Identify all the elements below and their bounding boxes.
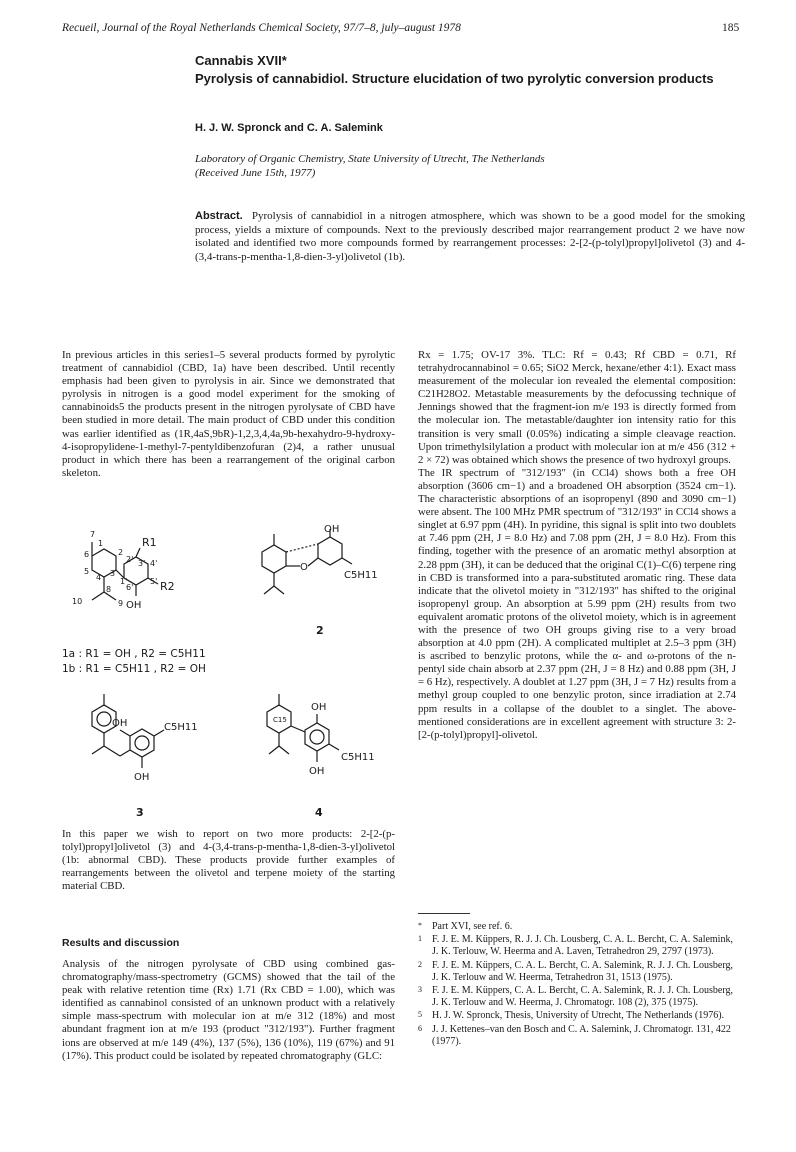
s1-label-10: 10	[72, 597, 83, 606]
s3-oh-bond	[120, 730, 130, 736]
intro-paragraph	[62, 349, 395, 480]
s1-label-3p: 3'	[138, 559, 146, 568]
s3-oh-bottom-label: OH	[134, 772, 150, 783]
products-text: In this paper we wish to report on two more products: 2-[2-(p-tolyl)propyl]olivetol (3) and 4-(3,4-trans-p-mentha-1,8-dien-3-yl)olivetol (1b: abnormal CBD). These products provide further examples of rearrangements between the olivetol and terpene moiety of the starting material CBD.	[62, 828, 395, 893]
footnote-rule	[418, 913, 470, 914]
s4-c15-label: C15	[273, 716, 287, 724]
s4-compound-number: 4	[315, 806, 323, 819]
affiliation-line: Laboratory of Organic Chemistry, State University of Utrecht, The Netherlands	[195, 153, 545, 165]
s1-label-4p: 4'	[150, 559, 158, 568]
footnote-mark: 1	[418, 934, 422, 944]
s3-oh-top-label: OH	[112, 718, 128, 729]
footnote-mark: 5	[418, 1010, 422, 1020]
legend-1a: 1a : R1 = OH , R2 = C5H11	[62, 648, 206, 660]
footnote	[418, 985, 738, 1009]
journal-header: Recueil, Journal of the Royal Netherlands Chemical Society, 97/7–8, july–august 1978	[62, 22, 461, 34]
received-date: (Received June 15th, 1977)	[195, 167, 316, 179]
s2-compound-number: 2	[316, 624, 324, 637]
s1-label-7: 7	[90, 530, 96, 539]
abstract-label: Abstract.	[195, 210, 243, 222]
footnote-text: Part XVI, see ref. 6.	[432, 921, 513, 932]
s1-oh-label: OH	[126, 600, 142, 611]
s2-o-label: O	[300, 562, 308, 573]
legend-1b: 1b : R1 = C5H11 , R2 = OH	[62, 663, 206, 675]
structure-1-legend	[62, 647, 206, 677]
s1-label-5p: 5'	[150, 577, 158, 586]
footnote-mark: 6	[418, 1023, 422, 1033]
footnote	[418, 960, 738, 984]
s2-isopropylidene-bond	[274, 586, 284, 594]
footnote	[418, 934, 738, 958]
footnote	[418, 1010, 738, 1022]
footnote-text: H. J. W. Spronck, Thesis, University of Utrecht, The Netherlands (1976).	[432, 1010, 725, 1022]
s4-pentyl-bond	[329, 744, 339, 750]
article-title: Pyrolysis of cannabidiol. Structure elucidation of two pyrolytic conversion products	[195, 71, 714, 86]
s3-compound-number: 3	[136, 806, 144, 819]
structure-2-diagram	[250, 524, 380, 644]
structure-3-diagram	[80, 692, 210, 824]
page-number: 185	[722, 22, 740, 34]
section-heading: Results and discussion	[62, 937, 180, 949]
s3-propyl-bond	[104, 746, 120, 756]
right-column	[418, 349, 736, 742]
s3-aromatic-circle	[97, 712, 111, 726]
right-paragraph-1: Rx = 1.75; OV-17 3%. TLC: Rf = 0.43; Rf CBD = 0.71, Rf tetrahydrocannabinol = 0.65; SiO2 Merck, hexane/ether 4:1). Exact mass measurement of the molecular ion revealed the elemental composition: C21H28O2. Metastable measurements by the defocussing technique of Jennings showed that the fragment-ion m/e 193 is directly formed from the molecular ion. The metastable/daughter ion intensity ratio for this transition is very small (0.05%) indicating a simple cleavage reaction. Upon trimethylsilylation a product with molecular ion at m/e 456 (312 + 2 × 72) was obtained which shows the presence of two hydroxyl groups.	[418, 349, 736, 466]
s1-label-2p: 2'	[126, 555, 134, 564]
s4-oh-top-label: OH	[311, 702, 327, 713]
s1-r2-label: R2	[160, 580, 175, 593]
s4-isopropenyl-bond	[279, 746, 289, 754]
abstract	[195, 210, 745, 264]
s4-c5h11-label: C5H11	[341, 752, 375, 763]
affiliation	[195, 152, 545, 180]
footnotes	[418, 921, 738, 1049]
s4-link-bond	[291, 726, 305, 732]
s1-label-9: 9	[118, 599, 124, 608]
s1-label-1: 1	[98, 539, 104, 548]
footnote-text: F. J. E. M. Küppers, C. A. L. Bercht, C. A. Salemink, R. J. J. Ch. Lousberg, J. K. Terlouw and W. Heerma, Tetrahedron 31, 1513 (1975).	[432, 959, 733, 983]
intro-text: In previous articles in this series1–5 several products formed by pyrolytic treatment of cannabidiol (CBD, 1a) have been described. Until recently emphasis had been given to pyrolysis in air. Since we demonstrated that pyrolysis in nitrogen is a good model experiment for the smoking of cannabinoids5 the products present in the nitrogen pyrolysate of CBD have been studied in more detail. The main product of CBD under this condition was earlier identified as (1R,4aS,9bR)-1,2,3,4,4a,9b-hexahydro-9-hydroxy-4-isopropylidene-1-methyl-7-pentyldibenzofuran (2)4, a rather unusual product in which there has been a rearrangement of the original carbon skeleton.	[62, 349, 395, 479]
products-paragraph	[62, 828, 395, 893]
footnote-text: F. J. E. M. Küppers, C. A. L. Bercht, C. A. Salemink, R. J. J. Ch. Lousberg, J. K. Terlouw and W. Heerma, J. Chromatogr. 108 (2), 375 (1975).	[432, 985, 733, 1009]
s1-label-1p: 1'	[120, 577, 128, 586]
s1-r1-label: R1	[142, 536, 157, 549]
s2-furan-bond	[308, 558, 318, 566]
s4-isopropenyl-bond	[269, 746, 279, 754]
s1-label-6p: 6'	[126, 583, 134, 592]
s2-oh-label: OH	[324, 524, 340, 535]
s3-propyl-bond	[92, 746, 104, 754]
footnote-mark: *	[418, 921, 422, 930]
s1-r1-bond	[136, 548, 140, 557]
footnote-text: F. J. E. M. Küppers, R. J. J. Ch. Lousberg, C. A. L. Bercht, C. A. Salemink, J. K. Terlouw, W. Heerma and A. Laven, Tetrahedron 29, 2797 (1973).	[432, 934, 733, 958]
s3-olivetol-ring	[130, 729, 154, 757]
right-paragraph-2: The IR spectrum of "312/193" (in CCl4) shows both a free OH absorption (3606 cm−1) and a broadened OH absorption (3524 cm−1). The characteristic absorptions of an isopropenyl (890 and 3090 cm−1) were absent. The 100 MHz PMR spectrum of "312/193" in CCl4 shows a singlet at 6.97 ppm (4H). In pyridine, this signal is split into two doublets at 7.46 ppm (2H, J = 8.0 Hz) and 7.08 ppm (2H, J = 8.0 Hz). From this finding, together with the presence of an aromatic methyl absorption at 2.28 ppm (3H), it can be deduced that the original C(1)–C(6) terpene ring in CBD is transformed into a para-substituted aromatic ring. These data indicate that the olivetol moiety in "312/193" has shifted to the original isopropenyl group. An absorption at 5.99 ppm (2H) results from two equivalent aromatic protons of the olivetol moiety, which is in agreement with the presence of two OH groups giving rise to a very broad absorption at 4.0 ppm (2H). A complicated multiplet at 2.5–3 ppm (3H) is ascribed to benzylic protons, while the α- and ω-protons of the n-pentyl side chain absorb at 2.37 ppm (2H, J = 8 Hz) and 0.88 ppm (3H, J = 6 Hz), respectively. A doublet at 1.27 ppm (3H, J = 7 Hz) results from a methyl group coupled to one benzylic proton, since irradiation at 2.74 ppm results in a collapse of the doublet to a singlet. The above-mentioned considerations are in excellent agreement with structure 3: 2-[2-(p-tolyl)propyl]-olivetol.	[418, 466, 736, 741]
s1-label-2: 2	[118, 548, 124, 557]
footnote-mark: 3	[418, 985, 422, 995]
authors: H. J. W. Spronck and C. A. Salemink	[195, 122, 383, 134]
footnote-mark: 2	[418, 959, 422, 969]
s1-label-3: 3	[110, 569, 116, 578]
s1-label-6: 6	[84, 550, 90, 559]
title-series: Cannabis XVII*	[195, 53, 287, 68]
footnote-text: J. J. Kettenes–van den Bosch and C. A. Salemink, J. Chromatogr. 131, 422 (1977).	[432, 1023, 731, 1047]
s2-furan-bond	[286, 544, 318, 552]
results-text: Analysis of the nitrogen pyrolysate of CBD using combined gas-chromatography/mass-spectrometry (GCMS) showed that the tail of the peak with relative retention time (Rx) 1.71 (Rx CBD = 1.00), which was identified as cannabinol consisted of an unknown product with a relatively simple mass-spectrum with molecular ion at m/e 312 (18%) and most abundant fragment ion at m/e 193 (product "312/193"). Further fragment ions are observed at m/e 149 (4%), 137 (5%), 136 (10%), 119 (67%) and 91 (17%). This product could be isolated by repeated chromatography (GLC:	[62, 958, 395, 1062]
results-paragraph	[62, 958, 395, 1063]
s4-aromatic-circle	[310, 730, 324, 744]
structure-4-diagram	[255, 692, 395, 824]
s3-aromatic-circle	[135, 736, 149, 750]
s1-label-4: 4	[96, 573, 102, 582]
s2-isopropylidene-bond	[264, 586, 274, 594]
footnote	[418, 1024, 738, 1048]
s3-c5h11-label: C5H11	[164, 722, 198, 733]
footnote	[418, 921, 738, 933]
s2-c5h11-label: C5H11	[344, 570, 378, 581]
s1-label-8: 8	[106, 585, 112, 594]
s2-terpene-ring	[262, 545, 286, 573]
s1-isopropenyl-bond	[92, 592, 104, 600]
s4-olivetol-ring	[305, 723, 329, 751]
structure-1-diagram	[62, 524, 212, 639]
s3-pentyl-bond	[154, 730, 164, 736]
s2-aromatic-ring	[318, 537, 342, 565]
s1-label-5: 5	[84, 567, 90, 576]
s3-propyl-bond	[120, 750, 130, 756]
s2-pentyl-bond	[342, 558, 352, 564]
abstract-text: Pyrolysis of cannabidiol in a nitrogen atmosphere, which was shown to be a good model for the smoking process, yields a mixture of compounds. Next to the previously described major rearrangement product 2 we have now isolated and identified two more compounds formed by rearrangement processes: 2-[2-(p-tolyl)propyl]olivetol (3) and 4-(3,4-trans-p-mentha-1,8-dien-3-yl)olivetol (1b).	[195, 210, 746, 263]
s4-oh-bottom-label: OH	[309, 766, 325, 777]
